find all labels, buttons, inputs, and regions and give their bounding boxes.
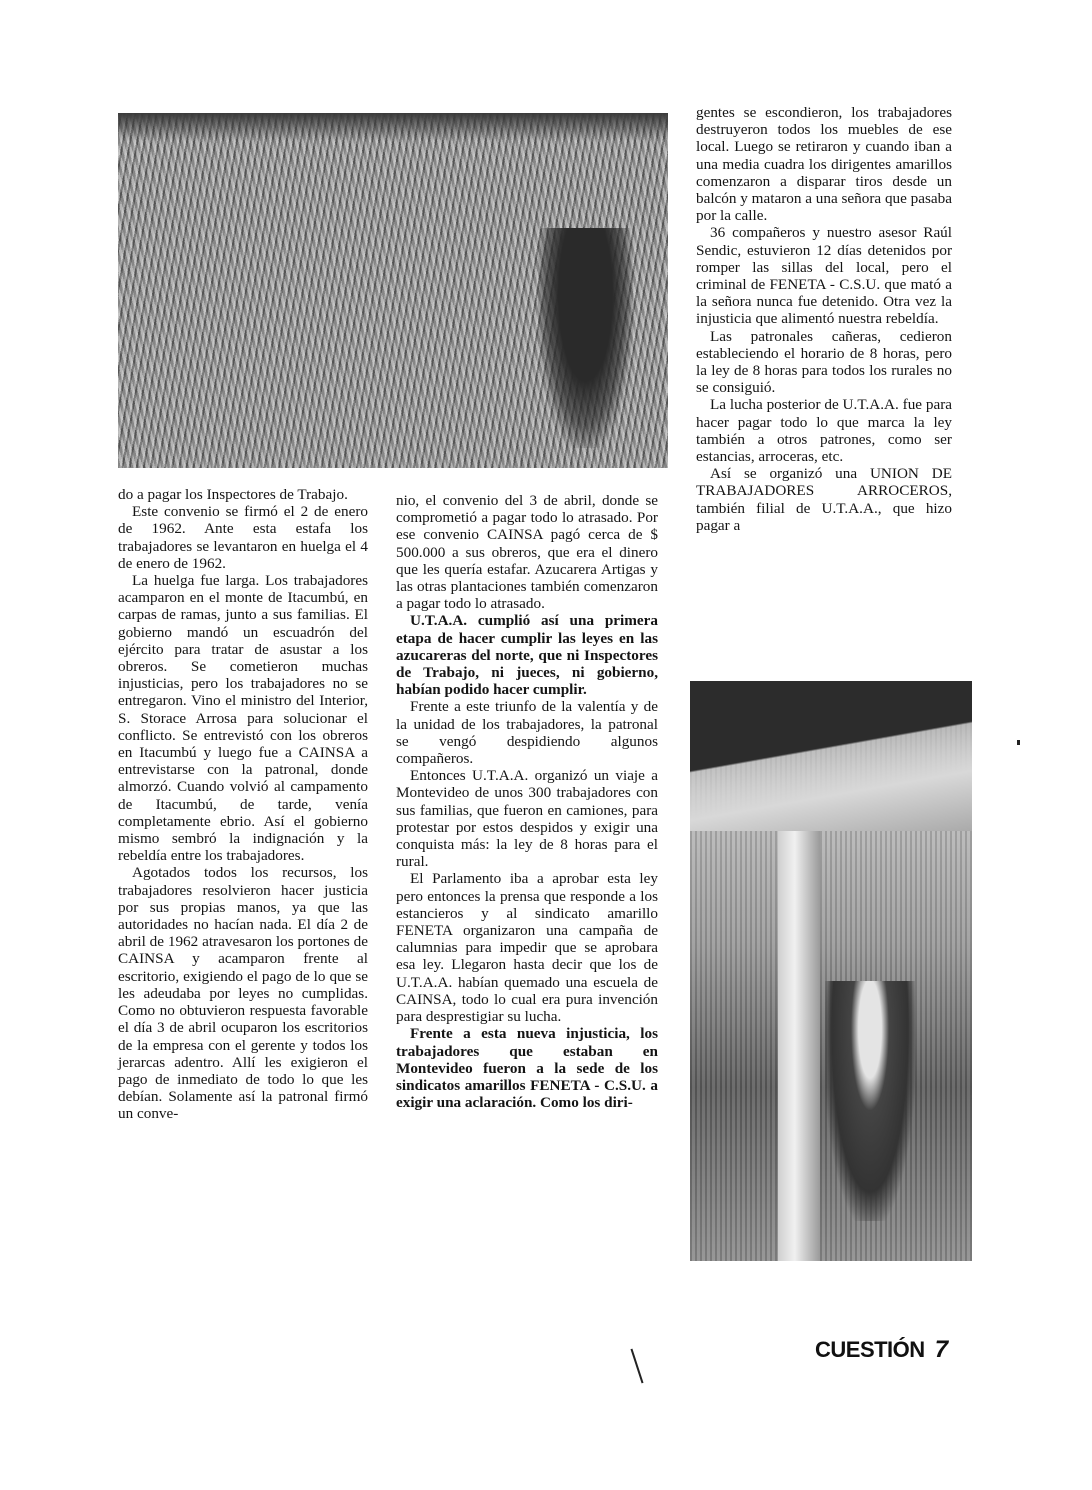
paragraph: La lucha posterior de U.T.A.A. fue para hacer pagar todo lo que marca la ley también a otros patrones, como ser estancias, arroceras, etc.	[696, 396, 952, 466]
paragraph: Frente a este triunfo de la valentía y de la unidad de los trabajadores, la patronal se vengó despidiendo algunos compañeros.	[396, 698, 658, 768]
paragraph: Las patronales cañeras, cedieron estableciendo el horario de 8 horas, pero la ley de 8 horas para todos los rurales no se consiguió.	[696, 327, 952, 397]
article-column-3	[696, 104, 952, 534]
paragraph: Entonces U.T.A.A. organizó un viaje a Montevideo de unos 300 trabajadores con sus familias, que fueron en camiones, para protestar por estos despidos y exigir una conquista más: la ley de 8 horas para el rural.	[396, 767, 658, 871]
paragraph: Este convenio se firmó el 2 de enero de 1962. Ante esta estafa los trabajadores se levantaron en huelga el 4 de enero de 1962.	[118, 503, 368, 572]
paragraph: La huelga fue larga. Los trabajadores acamparon en el monte de Itacumbú, en carpas de ramas, junto a sus familias. El gobierno mandó un escuadrón del ejército para tratar de asustar a los obreros. Se cometieron muchas injusticias, pero los trabajadores no se entregaron. Vino el ministro del Interior, S. Storace Arrosa para solucionar el conflicto. Se entrevistó con los obreros en Itacumbú y luego fue a CAINSA a entrevistarse con la patronal, donde almorzó. Cuando volvió al campamento de Itacumbú, de tarde, venía completamente ebrio. Así el gobierno mismo sembró la indignación y la rebeldía entre los trabajadores.	[118, 572, 368, 865]
magazine-name: CUESTIÓN	[815, 1337, 925, 1362]
photo-wooden-post	[778, 831, 820, 1261]
photo-worker-figure	[825, 981, 915, 1221]
article-column-1	[118, 486, 368, 1123]
page-footer	[815, 1336, 955, 1366]
page-number: 7	[934, 1336, 948, 1363]
paragraph: Agotados todos los recursos, los trabajadores resolvieron hacer justicia por sus propias manos, ya que las autoridades no hacían nada. El día 2 de abril de 1962 atravesaron los portones de CAINSA y acamparon frente al escritorio, exigiendo el pago de lo que se les adeudaba por leyes no cumplidas. Como no obtuvieron respuesta favorable el día 3 de abril ocuparon los escritorios de la empresa con el gerente y todos los jerarcas adentro. Allí les exigieron el pago de inmediato de todo lo que les debían. Solamente así la patronal firmó un conve-	[118, 864, 368, 1123]
photo-figure-silhouette	[538, 228, 633, 448]
paragraph: gentes se escondieron, los trabajadores destruyeron todos los muebles de ese local. Luego se retiraron y cuando iban a una media cuadra los dirigentes amarillos comenzaron a disparar tiros desde un balcón y mataron a una señora que pasaba por la calle.	[696, 104, 952, 225]
paragraph: El Parlamento iba a aprobar esta ley pero entonces la prensa que responde a los estancieros y al sindicato amarillo FENETA organizaron una campaña de calumnias para impedir que se aprobara esa ley. Llegaron hasta decir que los de U.T.A.A. habían quemado una escuela de CAINSA, todo lo cual era pura invención para desprestigiar su lucha.	[396, 870, 658, 1026]
photo-roof	[690, 681, 972, 831]
pen-stroke-mark	[630, 1349, 643, 1384]
paragraph: nio, el convenio del 3 de abril, donde se comprometió a pagar todo lo atrasado. Por ese convenio CAINSA pagó cerca de $ 500.000 a sus obreros, que era el dinero que les quería estafar. Azucarera Artigas y las otras plantaciones también comenzaron a pagar todo lo atrasado.	[396, 492, 658, 613]
article-column-2	[396, 492, 658, 1111]
paragraph: U.T.A.A. cumplió así una primera etapa de hacer cumplir las leyes en las azucareras del norte, que ni Inspectores de Trabajo, ni jueces, ni gobierno, habían podido hacer cumplir.	[396, 612, 658, 699]
paragraph: Frente a esta nueva injusticia, los trabajadores que estaban en Montevideo fueron a la sede de los sindicatos amarillos FENETA - C.S.U. a exigir una aclaración. Como los diri-	[396, 1025, 658, 1112]
photo-top-band	[118, 113, 668, 141]
paragraph: do a pagar los Inspectores de Trabajo.	[118, 486, 348, 503]
paragraph: Así se organizó una UNION DE TRABAJADORES ARROCEROS, también filial de U.T.A.A., que hizo pagar a	[696, 465, 952, 534]
ink-dot-mark	[1017, 740, 1020, 745]
photo-bottom	[690, 681, 972, 1261]
paragraph: 36 compañeros y nuestro asesor Raúl Sendic, estuvieron 12 días detenidos por romper las sillas del local, pero el criminal de FENETA - C.S.U. que mató a la señora nunca fue detenido. Otra vez la injusticia que alimentó nuestra rebeldía.	[696, 224, 952, 328]
photo-top	[118, 113, 668, 468]
